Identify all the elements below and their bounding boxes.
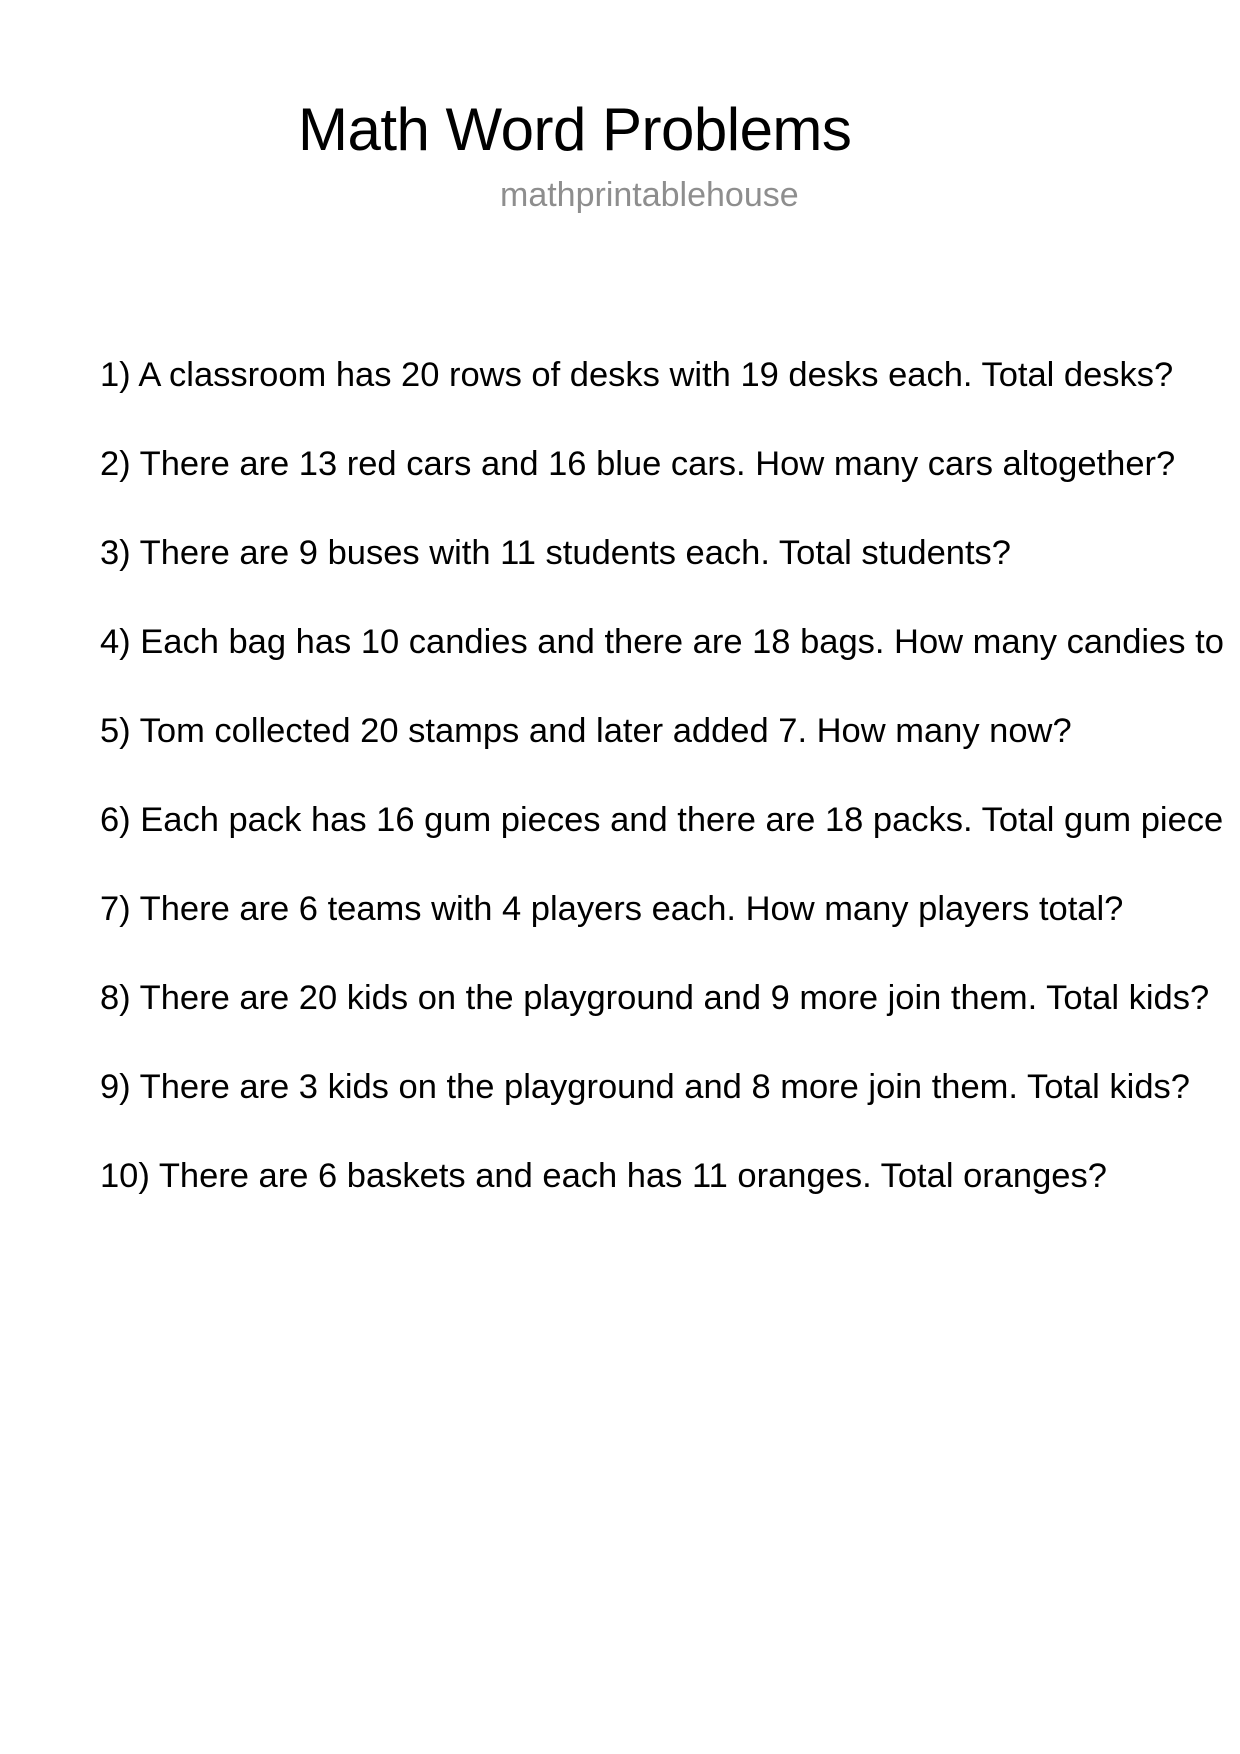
page-title: Math Word Problems	[298, 96, 852, 163]
problem-line: 6) Each pack has 16 gum pieces and there are 18 packs. Total gum piece	[100, 801, 1224, 839]
problem-line: 1) A classroom has 20 rows of desks with 19 desks each. Total desks?	[100, 356, 1174, 394]
problem-line: 3) There are 9 buses with 11 students each. Total students?	[100, 534, 1011, 572]
page-subtitle: mathprintablehouse	[500, 176, 799, 214]
problem-line: 7) There are 6 teams with 4 players each. How many players total?	[100, 890, 1124, 928]
problem-line: 5) Tom collected 20 stamps and later added 7. How many now?	[100, 712, 1072, 750]
problem-line: 10) There are 6 baskets and each has 11 oranges. Total oranges?	[100, 1157, 1107, 1195]
problem-line: 4) Each bag has 10 candies and there are 18 bags. How many candies to	[100, 623, 1224, 661]
problem-line: 9) There are 3 kids on the playground and 8 more join them. Total kids?	[100, 1068, 1190, 1106]
problem-line: 2) There are 13 red cars and 16 blue cars. How many cars altogether?	[100, 445, 1176, 483]
problem-list	[100, 331, 1240, 1221]
problem-line: 8) There are 20 kids on the playground and 9 more join them. Total kids?	[100, 979, 1210, 1017]
